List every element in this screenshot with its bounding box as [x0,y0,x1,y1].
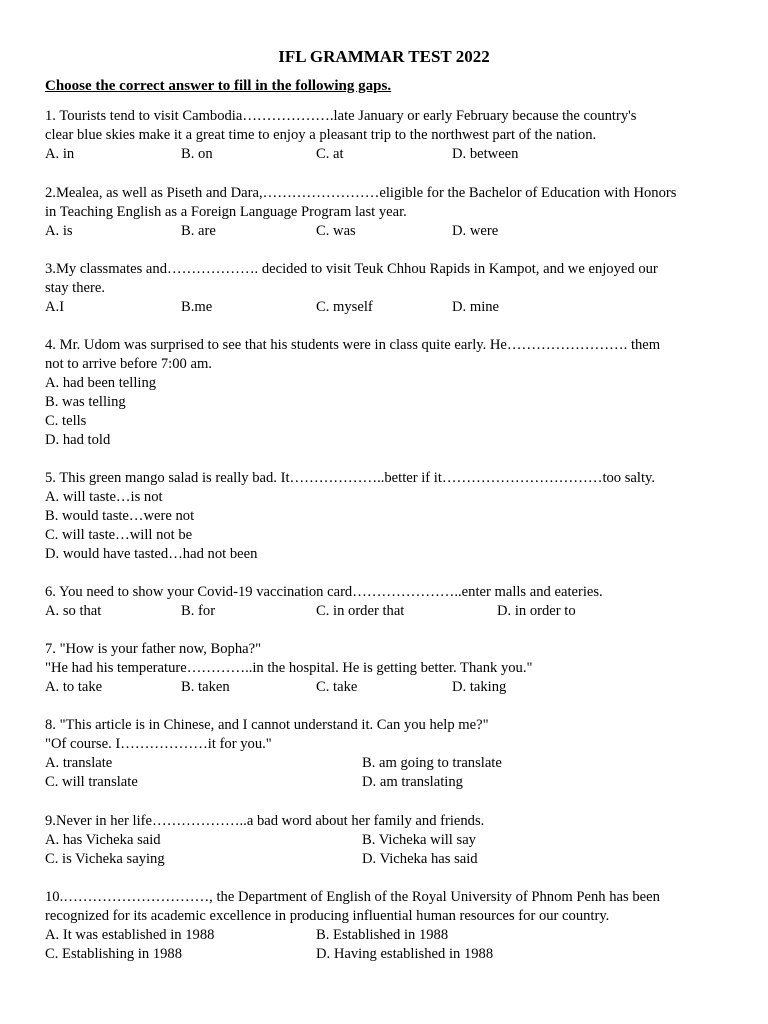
option-c[interactable]: C. is Vicheka saying [45,851,165,867]
option-d[interactable]: D. taking [452,679,507,695]
option-d[interactable]: D. in order to [497,603,576,619]
option-a[interactable]: A. in [45,146,75,162]
question-3-options [45,298,725,317]
option-a[interactable]: A. had been telling [45,375,157,391]
option-d[interactable]: D. mine [452,299,500,315]
question-2-line-1: 2.Mealea, as well as Piseth and Dara,……………………eligible for the Bachelor of Education with Honors [45,185,677,201]
question-1 [45,107,725,164]
option-d[interactable]: D. Having established in 1988 [316,946,494,962]
question-4 [45,336,725,450]
option-d[interactable]: D. had told [45,432,111,448]
question-6-options [45,602,725,621]
option-c[interactable]: C. myself [316,299,373,315]
option-b[interactable]: B. Vicheka will say [362,832,476,848]
option-d[interactable]: D. between [452,146,519,162]
question-2-line-2: in Teaching English as a Foreign Language Program last year. [45,204,407,220]
option-c[interactable]: C. will taste…will not be [45,527,193,543]
option-b[interactable]: B. on [181,146,213,162]
option-b[interactable]: B. for [181,603,216,619]
question-9-options [45,831,725,869]
question-10-options [45,926,725,964]
question-2-options [45,222,725,241]
option-c[interactable]: C. tells [45,413,87,429]
question-3-line-2: stay there. [45,280,105,296]
option-c[interactable]: C. at [316,146,344,162]
question-6 [45,583,725,621]
question-9 [45,812,725,869]
question-4-line-1: 4. Mr. Udom was surprised to see that his students were in class quite early. He……………………. them [45,337,661,353]
option-c[interactable]: C. take [316,679,358,695]
option-a[interactable]: A. will taste…is not [45,489,163,505]
option-b[interactable]: B. taken [181,679,230,695]
option-a[interactable]: A.I [45,299,65,315]
option-a[interactable]: A. is [45,223,73,239]
page-title: IFL GRAMMAR TEST 2022 [278,47,490,66]
option-a[interactable]: A. so that [45,603,102,619]
option-d[interactable]: D. Vicheka has said [362,851,478,867]
question-7-options [45,678,725,697]
option-d[interactable]: D. would have tasted…had not been [45,546,258,562]
option-c[interactable]: C. was [316,223,356,239]
option-b[interactable]: B. was telling [45,394,126,410]
question-8-options [45,754,725,792]
question-1-line-2: clear blue skies make it a great time to enjoy a pleasant trip to the northwest part of the nation. [45,127,597,143]
option-d[interactable]: D. am translating [362,774,463,790]
instruction-heading: Choose the correct answer to fill in the following gaps. [45,78,392,94]
option-b[interactable]: B. am going to translate [362,755,502,771]
question-3-line-1: 3.My classmates and………………. decided to visit Teuk Chhou Rapids in Kampot, and we enjoyed our [45,261,658,277]
question-5 [45,469,725,564]
option-b[interactable]: B. are [181,223,216,239]
option-a[interactable]: A. to take [45,679,103,695]
option-b[interactable]: B.me [181,299,213,315]
question-5-line-1: 5. This green mango salad is really bad. It………………..better if it……………………………too salty. [45,470,656,486]
question-8-line-2: "Of course. I………………it for you." [45,736,272,752]
question-6-line-1: 6. You need to show your Covid-19 vaccination card…………………..enter malls and eateries. [45,584,603,600]
option-b[interactable]: B. would taste…were not [45,508,195,524]
option-c[interactable]: C. will translate [45,774,138,790]
question-1-line-1: 1. Tourists tend to visit Cambodia……………….late January or early February because the country's [45,108,637,124]
question-1-options [45,145,725,164]
question-7-line-2: "He had his temperature…………..in the hospital. He is getting better. Thank you." [45,660,533,676]
question-7-line-1: 7. "How is your father now, Bopha?" [45,641,262,657]
option-c[interactable]: C. Establishing in 1988 [45,946,183,962]
question-10 [45,888,725,964]
option-a[interactable]: A. has Vicheka said [45,832,161,848]
option-a[interactable]: A. It was established in 1988 [45,927,215,943]
option-b[interactable]: B. Established in 1988 [316,927,449,943]
question-9-line-1: 9.Never in her life………………..a bad word about her family and friends. [45,813,485,829]
question-2 [45,184,725,241]
question-8 [45,716,725,792]
question-3 [45,260,725,317]
question-7 [45,640,725,697]
option-d[interactable]: D. were [452,223,499,239]
question-4-line-2: not to arrive before 7:00 am. [45,356,212,372]
option-c[interactable]: C. in order that [316,603,405,619]
question-10-line-1: 10.…………………………, the Department of English of the Royal University of Phnom Penh has been [45,889,660,905]
option-a[interactable]: A. translate [45,755,113,771]
question-10-line-2: recognized for its academic excellence in producing influential human resources for our country. [45,908,610,924]
question-8-line-1: 8. "This article is in Chinese, and I cannot understand it. Can you help me?" [45,717,489,733]
